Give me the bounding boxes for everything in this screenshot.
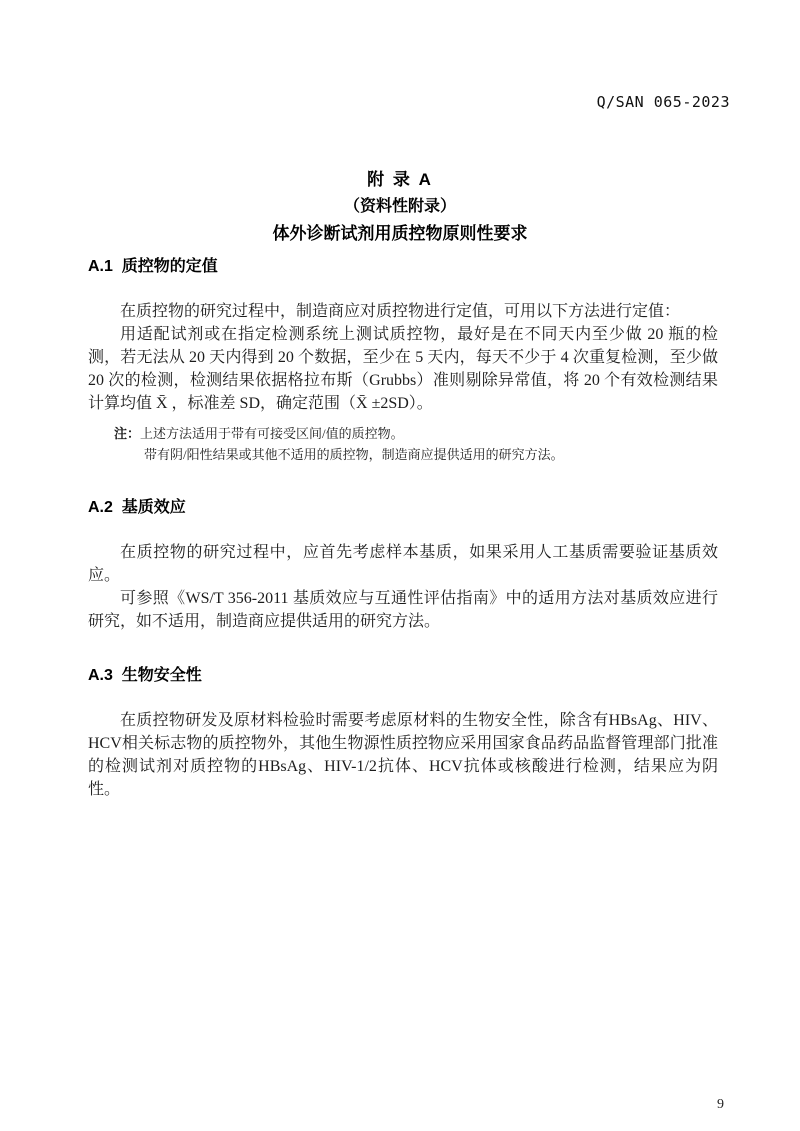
- appendix-heading: 体外诊断试剂用质控物原则性要求: [272, 224, 528, 243]
- note-line: 带有阴/阳性结果或其他不适用的质控物，制造商应提供适用的研究方法。: [144, 447, 564, 462]
- section-heading-a3: A.3 生物安全性: [88, 667, 202, 684]
- section-heading-a2: A.2 基质效应: [88, 499, 186, 516]
- note-line: [114, 423, 718, 444]
- appendix-subtitle: （资料性附录）: [343, 198, 456, 215]
- note-text: 上述方法适用于带有可接受区间/值的质控物。: [140, 426, 404, 441]
- paragraph: 可参照《WS/T 356-2011 基质效应与互通性评估指南》中的适用方法对基质效应进行研究，如不适用，制造商应提供适用的研究方法。: [88, 590, 718, 630]
- note-label: 注：: [114, 426, 141, 441]
- appendix-title: 附 录 A: [367, 170, 433, 189]
- paragraph: 在质控物的研究过程中，制造商应对质控物进行定值，可用以下方法进行定值：: [120, 303, 681, 320]
- appendix-title-block: [0, 166, 800, 247]
- paragraph: 用适配试剂或在指定检测系统上测试质控物，最好是在不同天内至少做 20 瓶的检测，若无法从 20 天内得到 20 个数据，至少在 5 天内，每天不少于 4 次重复检测，至少做 20 次的检测，检测结果依据格拉布斯（Grubbs）准则剔除异常值，将 20 个有效检测结果计算均值 X̄ ，标准差 SD，确定范围（X̄ ±2SD）。: [88, 326, 718, 412]
- document-body: [88, 248, 718, 801]
- doc-number-header: Q/SAN 065-2023: [596, 93, 730, 111]
- section-heading-a1: A.1 质控物的定值: [88, 258, 218, 275]
- paragraph: 在质控物研发及原材料检验时需要考虑原材料的生物安全性，除含有HBsAg、HIV、HCV相关标志物的质控物外，其他生物源性质控物应采用国家食品药品监督管理部门批准的检测试剂对质控物的HBsAg、HIV-1/2抗体、HCV抗体或核酸进行检测，结果应为阴性。: [88, 712, 718, 798]
- paragraph: 在质控物的研究过程中，应首先考虑样本基质，如果采用人工基质需要验证基质效应。: [88, 544, 718, 584]
- note-block: [88, 423, 718, 465]
- page-number: 9: [717, 1097, 724, 1112]
